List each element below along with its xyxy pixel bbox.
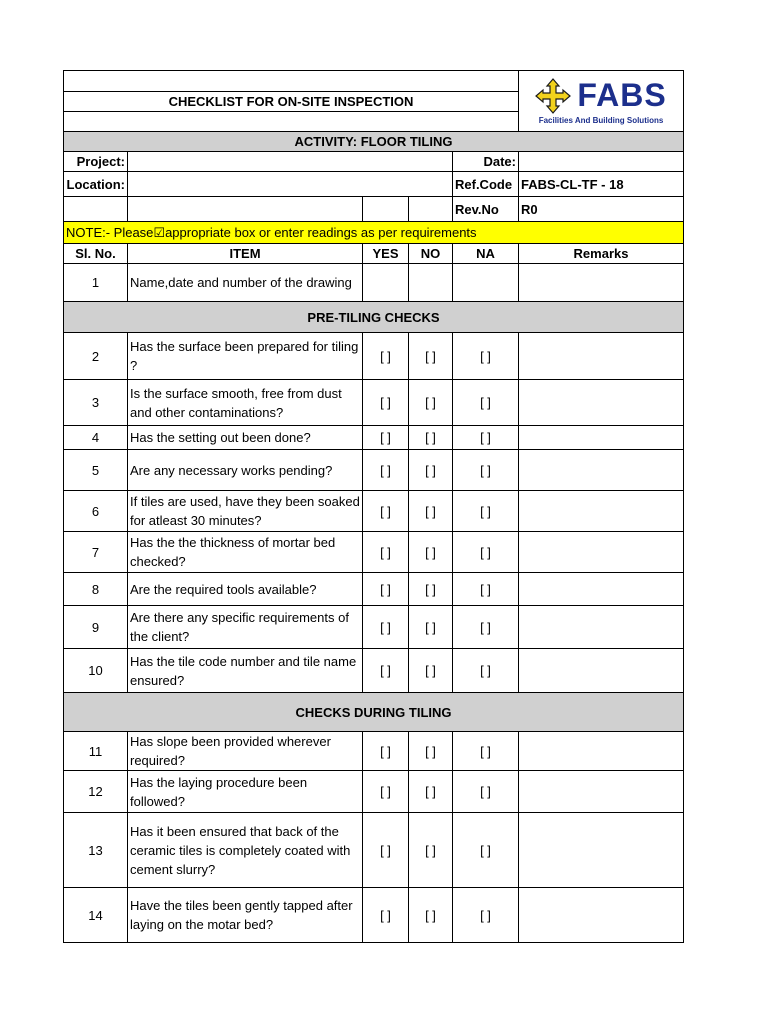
- logo-tagline: Facilities And Building Solutions: [538, 116, 664, 125]
- section-row-pre: [64, 302, 684, 333]
- remarks-cell[interactable]: [519, 606, 684, 649]
- remarks-cell[interactable]: [519, 813, 684, 888]
- yes-checkbox[interactable]: [ ]: [363, 813, 409, 888]
- na-checkbox[interactable]: [ ]: [453, 813, 519, 888]
- na-checkbox[interactable]: [ ]: [453, 573, 519, 606]
- row-sno: 3: [64, 380, 128, 426]
- table-row: [64, 264, 684, 302]
- col-no-header: NO: [409, 244, 453, 264]
- section-pre-tiling: PRE-TILING CHECKS: [64, 302, 684, 333]
- row-item: Has slope been provided wherever required?: [128, 732, 363, 771]
- row-item: Has the tile code number and tile name ensured?: [128, 649, 363, 693]
- col-sno-header: Sl. No.: [64, 244, 128, 264]
- note-row: [64, 222, 684, 244]
- no-cell[interactable]: [409, 264, 453, 302]
- remarks-cell[interactable]: [519, 888, 684, 943]
- row-item: Are any necessary works pending?: [128, 450, 363, 491]
- yes-checkbox[interactable]: [ ]: [363, 573, 409, 606]
- na-cell[interactable]: [453, 264, 519, 302]
- yes-checkbox[interactable]: [ ]: [363, 606, 409, 649]
- no-checkbox[interactable]: [ ]: [409, 333, 453, 380]
- yes-checkbox[interactable]: [ ]: [363, 333, 409, 380]
- header-spacer-cell-2: [64, 112, 519, 132]
- na-checkbox[interactable]: [ ]: [453, 380, 519, 426]
- remarks-cell[interactable]: [519, 532, 684, 573]
- no-checkbox[interactable]: [ ]: [409, 606, 453, 649]
- project-row: [64, 152, 684, 172]
- row-item: Has it been ensured that back of the ceramic tiles is completely coated with cement slurry?: [128, 813, 363, 888]
- project-label: Project:: [64, 152, 128, 172]
- row-sno: 5: [64, 450, 128, 491]
- during-tiling-rows: [64, 732, 684, 943]
- revno-label: Rev.No: [453, 197, 519, 222]
- row-sno: 1: [64, 264, 128, 302]
- logo-wordmark: FABS: [577, 77, 667, 113]
- row-item: If tiles are used, have they been soaked for atleast 30 minutes?: [128, 491, 363, 532]
- row-sno: 13: [64, 813, 128, 888]
- table-row: [64, 380, 684, 426]
- no-checkbox[interactable]: [ ]: [409, 380, 453, 426]
- revno-blank-1: [64, 197, 128, 222]
- no-checkbox[interactable]: [ ]: [409, 532, 453, 573]
- na-checkbox[interactable]: [ ]: [453, 649, 519, 693]
- col-na-header: NA: [453, 244, 519, 264]
- header-spacer-cell: [64, 71, 519, 92]
- yes-checkbox[interactable]: [ ]: [363, 380, 409, 426]
- remarks-cell[interactable]: [519, 264, 684, 302]
- fabs-cross-arrows-icon: [535, 78, 571, 114]
- remarks-cell[interactable]: [519, 426, 684, 450]
- no-checkbox[interactable]: [ ]: [409, 649, 453, 693]
- no-checkbox[interactable]: [ ]: [409, 888, 453, 943]
- yes-checkbox[interactable]: [ ]: [363, 532, 409, 573]
- na-checkbox[interactable]: [ ]: [453, 491, 519, 532]
- row-sno: 9: [64, 606, 128, 649]
- table-row: [64, 532, 684, 573]
- revno-blank-4: [409, 197, 453, 222]
- no-checkbox[interactable]: [ ]: [409, 813, 453, 888]
- remarks-cell[interactable]: [519, 771, 684, 813]
- row-item: Has the surface been prepared for tiling ?: [128, 333, 363, 380]
- na-checkbox[interactable]: [ ]: [453, 333, 519, 380]
- yes-checkbox[interactable]: [ ]: [363, 771, 409, 813]
- refcode-label: Ref.Code: [453, 172, 519, 197]
- row-item: Have the tiles been gently tapped after laying on the motar bed?: [128, 888, 363, 943]
- fabs-logo: [521, 77, 681, 114]
- pre-tiling-rows: [64, 333, 684, 693]
- note-prefix: NOTE:- Please: [66, 224, 154, 240]
- table-row: [64, 333, 684, 380]
- date-field[interactable]: [519, 152, 684, 172]
- row-sno: 12: [64, 771, 128, 813]
- no-checkbox[interactable]: [ ]: [409, 732, 453, 771]
- table-row: [64, 491, 684, 532]
- table-row: [64, 573, 684, 606]
- yes-cell[interactable]: [363, 264, 409, 302]
- location-label: Location:: [64, 172, 128, 197]
- row-item: Has the laying procedure been followed?: [128, 771, 363, 813]
- row-item: Is the surface smooth, free from dust and other contaminations?: [128, 380, 363, 426]
- note-suffix: appropriate box or enter readings as per requirements: [165, 224, 477, 240]
- refcode-value: FABS-CL-TF - 18: [519, 172, 684, 197]
- row-item: Name,date and number of the drawing: [128, 264, 363, 302]
- row-sno: 2: [64, 333, 128, 380]
- na-checkbox[interactable]: [ ]: [453, 888, 519, 943]
- remarks-cell[interactable]: [519, 333, 684, 380]
- row-sno: 11: [64, 732, 128, 771]
- column-header-row: [64, 244, 684, 264]
- yes-checkbox[interactable]: [ ]: [363, 491, 409, 532]
- table-row: [64, 450, 684, 491]
- yes-checkbox[interactable]: [ ]: [363, 450, 409, 491]
- checkbox-checked-icon: ☑: [153, 224, 166, 240]
- no-checkbox[interactable]: [ ]: [409, 573, 453, 606]
- page-title: CHECKLIST FOR ON-SITE INSPECTION: [64, 92, 519, 112]
- project-field[interactable]: [128, 152, 453, 172]
- row-sno: 14: [64, 888, 128, 943]
- revno-value: R0: [519, 197, 684, 222]
- table-row: [64, 606, 684, 649]
- yes-checkbox[interactable]: [ ]: [363, 732, 409, 771]
- row-item: Has the the thickness of mortar bed checked?: [128, 532, 363, 573]
- revno-row: [64, 197, 684, 222]
- row-sno: 4: [64, 426, 128, 450]
- location-row: [64, 172, 684, 197]
- row-item: Are there any specific requirements of the client?: [128, 606, 363, 649]
- section-during-tiling: CHECKS DURING TILING: [64, 693, 684, 732]
- row-sno: 7: [64, 532, 128, 573]
- yes-checkbox[interactable]: [ ]: [363, 649, 409, 693]
- remarks-cell[interactable]: [519, 380, 684, 426]
- remarks-cell[interactable]: [519, 491, 684, 532]
- remarks-cell[interactable]: [519, 732, 684, 771]
- table-row: [64, 649, 684, 693]
- col-remarks-header: Remarks: [519, 244, 684, 264]
- remarks-cell[interactable]: [519, 450, 684, 491]
- table-row: [64, 771, 684, 813]
- row-sno: 8: [64, 573, 128, 606]
- header-spacer-row: [64, 71, 684, 92]
- no-checkbox[interactable]: [ ]: [409, 426, 453, 450]
- col-item-header: ITEM: [128, 244, 363, 264]
- row-sno: 6: [64, 491, 128, 532]
- table-row: [64, 813, 684, 888]
- no-checkbox[interactable]: [ ]: [409, 491, 453, 532]
- no-checkbox[interactable]: [ ]: [409, 450, 453, 491]
- na-checkbox[interactable]: [ ]: [453, 732, 519, 771]
- na-checkbox[interactable]: [ ]: [453, 606, 519, 649]
- note-banner: [64, 222, 684, 244]
- yes-checkbox[interactable]: [ ]: [363, 426, 409, 450]
- na-checkbox[interactable]: [ ]: [453, 450, 519, 491]
- location-field[interactable]: [128, 172, 453, 197]
- na-checkbox[interactable]: [ ]: [453, 532, 519, 573]
- remarks-cell[interactable]: [519, 649, 684, 693]
- inspection-checklist-sheet: [63, 70, 684, 943]
- table-row: [64, 888, 684, 943]
- na-checkbox[interactable]: [ ]: [453, 426, 519, 450]
- revno-blank-3: [363, 197, 409, 222]
- no-checkbox[interactable]: [ ]: [409, 771, 453, 813]
- row-item: Has the setting out been done?: [128, 426, 363, 450]
- row-item: Are the required tools available?: [128, 573, 363, 606]
- na-checkbox[interactable]: [ ]: [453, 771, 519, 813]
- activity-title: ACTIVITY: FLOOR TILING: [64, 132, 684, 152]
- row-sno: 10: [64, 649, 128, 693]
- date-label: Date:: [453, 152, 519, 172]
- logo-cell: [519, 71, 684, 132]
- activity-row: [64, 132, 684, 152]
- yes-checkbox[interactable]: [ ]: [363, 888, 409, 943]
- section-row-during: [64, 693, 684, 732]
- table-row: [64, 732, 684, 771]
- table-row: [64, 426, 684, 450]
- remarks-cell[interactable]: [519, 573, 684, 606]
- revno-blank-2: [128, 197, 363, 222]
- col-yes-header: YES: [363, 244, 409, 264]
